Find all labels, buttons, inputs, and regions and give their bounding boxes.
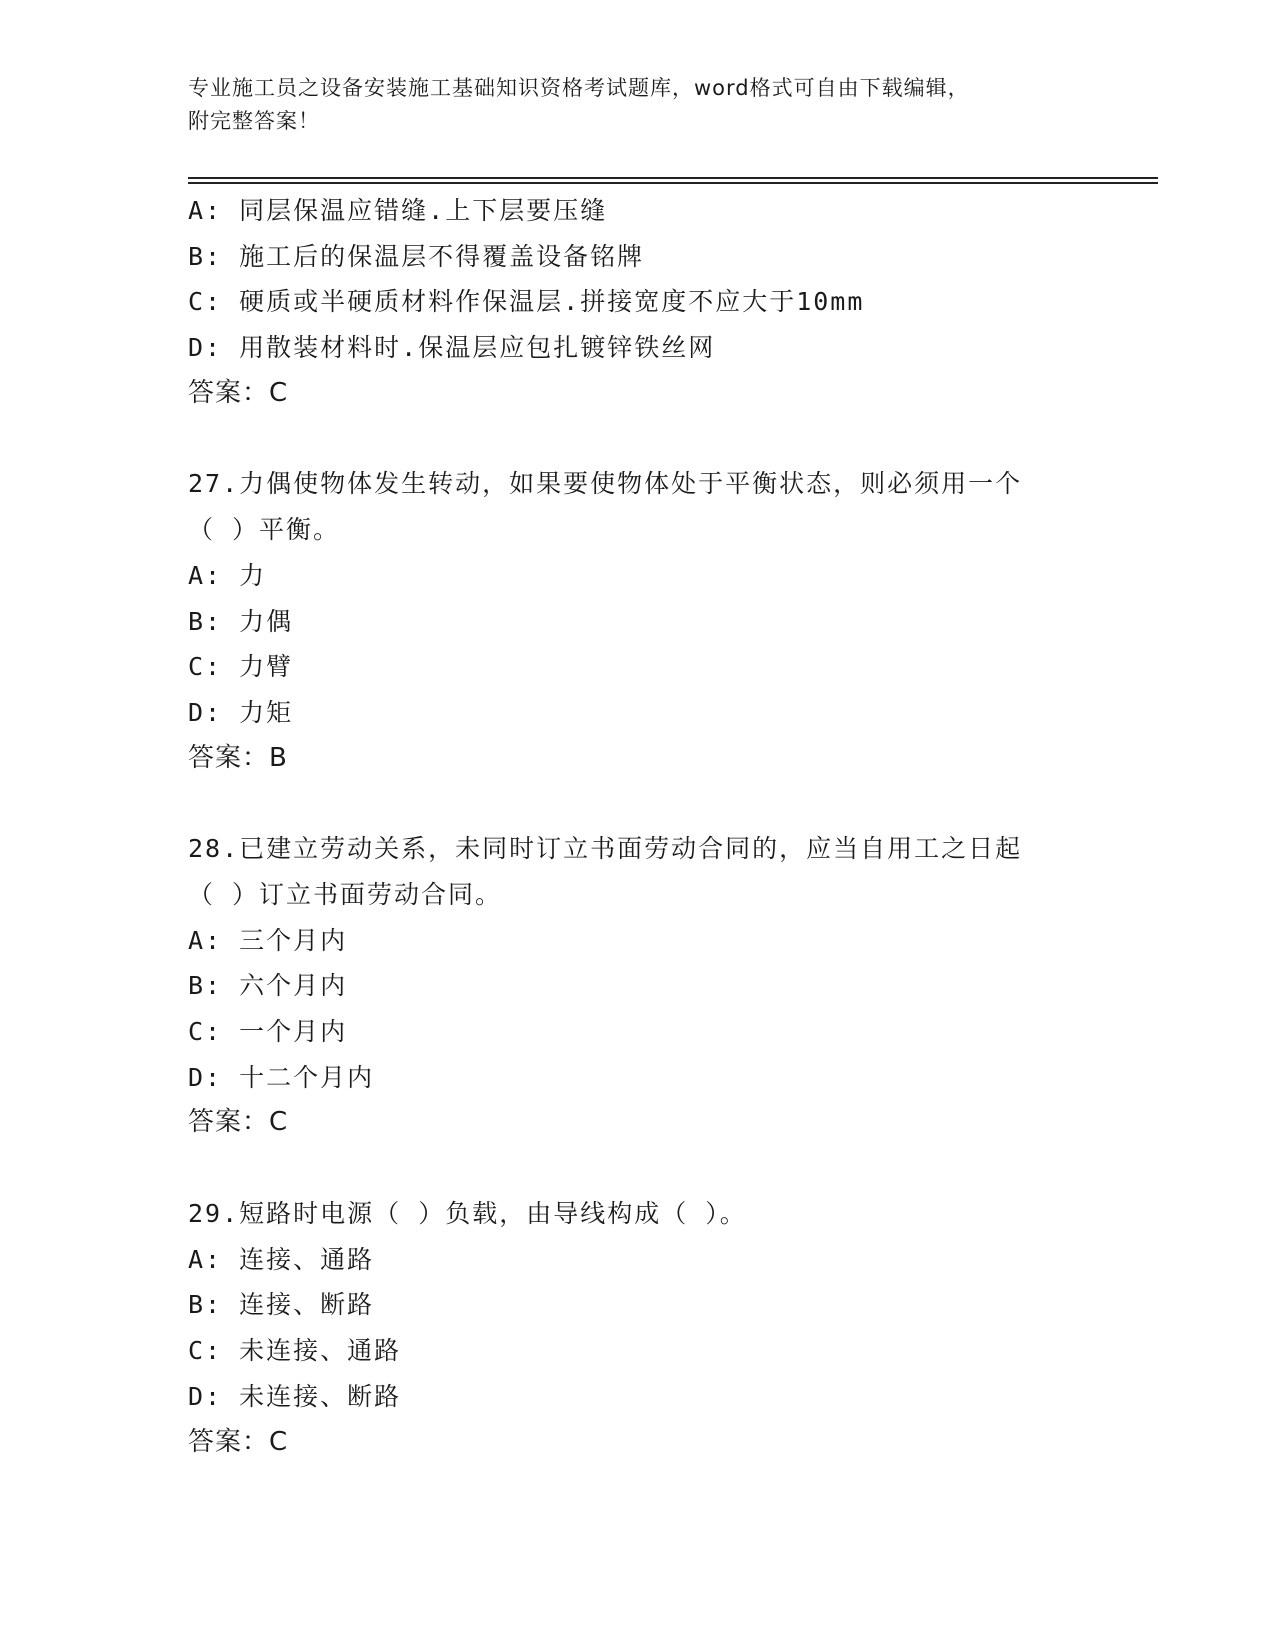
option-a: A: 同层保温应错缝.上下层要压缝 <box>188 196 608 225</box>
header-divider-bottom <box>188 182 1158 184</box>
question-text: 28.已建立劳动关系，未同时订立书面劳动合同的，应当自用工之日起 <box>188 834 1023 864</box>
option-c: C: 未连接、通路 <box>188 1336 402 1366</box>
answer-line: 答案：C <box>188 377 289 408</box>
option-a: A: 三个月内 <box>188 925 348 955</box>
header-line-1: 专业施工员之设备安装施工基础知识资格考试题库，word格式可自由下载编辑， <box>188 76 970 100</box>
answer-line: 答案：C <box>188 1426 289 1457</box>
option-a: A: 力 <box>188 560 267 590</box>
question-text-continued: （ ）订立书面劳动合同。 <box>188 879 503 909</box>
option-d: D: 十二个月内 <box>188 1062 375 1092</box>
question-block-29 <box>188 1191 1138 1465</box>
option-c: C: 力臂 <box>188 652 294 682</box>
question-text: 27.力偶使物体发生转动，如果要使物体处于平衡状态，则必须用一个 <box>188 469 1023 499</box>
option-d: D: 未连接、断路 <box>188 1381 402 1411</box>
header-line-2: 附完整答案！ <box>188 109 320 133</box>
option-d: D: 用散装材料时.保温层应包扎镀锌铁丝网 <box>188 333 716 363</box>
header-divider-top <box>188 177 1158 179</box>
option-d: D: 力矩 <box>188 697 294 727</box>
question-list <box>188 188 1138 1465</box>
option-b: B: 六个月内 <box>188 971 348 1001</box>
option-c: C: 硬质或半硬质材料作保温层.拼接宽度不应大于10mm <box>188 287 865 317</box>
question-block-26 <box>188 188 1138 416</box>
answer-line: 答案：C <box>188 1107 289 1138</box>
answer-line: 答案：B <box>188 742 288 773</box>
question-block-27 <box>188 461 1138 781</box>
option-a: A: 连接、通路 <box>188 1244 375 1274</box>
question-text: 29.短路时电源（ ）负载，由导线构成（ ）。 <box>188 1199 747 1229</box>
option-b: B: 力偶 <box>188 606 294 636</box>
option-c: C: 一个月内 <box>188 1017 348 1046</box>
question-block-28 <box>188 826 1138 1146</box>
option-b: B: 连接、断路 <box>188 1290 375 1320</box>
question-text-continued: （ ）平衡。 <box>188 515 341 545</box>
document-header <box>188 72 1088 138</box>
option-b: B: 施工后的保温层不得覆盖设备铭牌 <box>188 241 645 271</box>
